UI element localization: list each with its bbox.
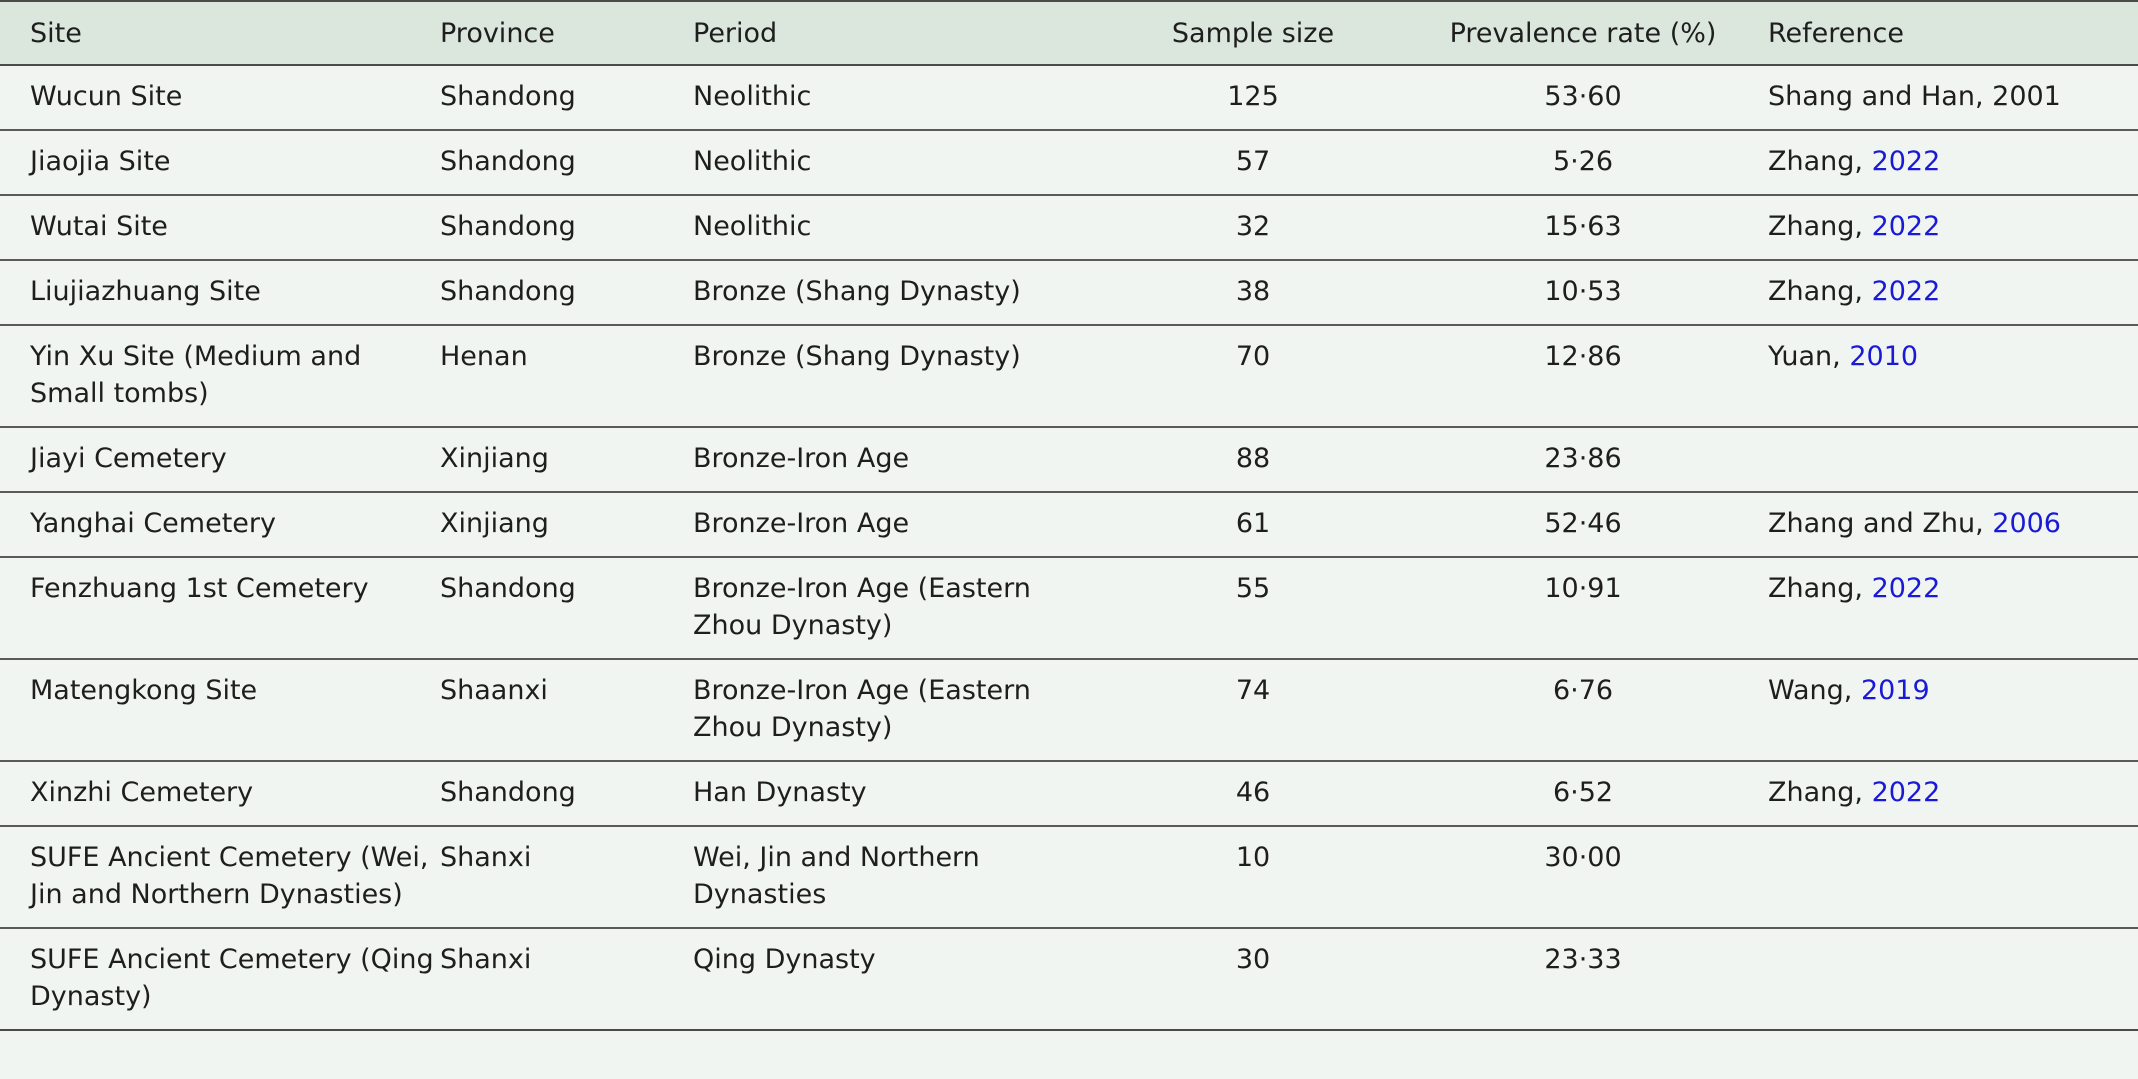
reference-author: Zhang, bbox=[1768, 276, 1872, 307]
period-cell: Qing Dynasty bbox=[693, 928, 1108, 1030]
period-cell: Neolithic bbox=[693, 195, 1108, 260]
prevalence-rate-cell: 23·33 bbox=[1398, 928, 1768, 1030]
site-cell: Jiayi Cemetery bbox=[0, 427, 440, 492]
prevalence-rate-cell: 6·52 bbox=[1398, 761, 1768, 826]
site-cell: Jiaojia Site bbox=[0, 130, 440, 195]
table-row bbox=[0, 826, 2138, 928]
reference-cell bbox=[1768, 260, 2138, 325]
sample-size-cell: 32 bbox=[1108, 195, 1398, 260]
table-body bbox=[0, 65, 2138, 1030]
prevalence-rate-cell: 10·91 bbox=[1398, 557, 1768, 659]
reference-author: Zhang, bbox=[1768, 211, 1872, 242]
reference-author: Zhang, bbox=[1768, 777, 1872, 808]
prevalence-rate-cell: 53·60 bbox=[1398, 65, 1768, 130]
table-row bbox=[0, 130, 2138, 195]
reference-author: Zhang, bbox=[1768, 146, 1872, 177]
sample-size-cell: 46 bbox=[1108, 761, 1398, 826]
reference-cell bbox=[1768, 826, 2138, 928]
header-province: Province bbox=[440, 1, 693, 65]
province-cell: Shaanxi bbox=[440, 659, 693, 761]
site-cell: Matengkong Site bbox=[0, 659, 440, 761]
site-cell: Fenzhuang 1st Cemetery bbox=[0, 557, 440, 659]
table-row bbox=[0, 260, 2138, 325]
reference-year-link[interactable]: 2010 bbox=[1849, 341, 1919, 372]
province-cell: Shanxi bbox=[440, 826, 693, 928]
sample-size-cell: 70 bbox=[1108, 325, 1398, 427]
reference-cell bbox=[1768, 928, 2138, 1030]
site-cell: SUFE Ancient Cemetery (Qing Dynasty) bbox=[0, 928, 440, 1030]
header-row bbox=[0, 1, 2138, 65]
reference-year-link[interactable]: 2022 bbox=[1871, 146, 1941, 177]
reference-year-link[interactable]: 2022 bbox=[1871, 211, 1941, 242]
province-cell: Shandong bbox=[440, 761, 693, 826]
table-header bbox=[0, 1, 2138, 65]
prevalence-rate-cell: 23·86 bbox=[1398, 427, 1768, 492]
province-cell: Shanxi bbox=[440, 928, 693, 1030]
prevalence-rate-cell: 10·53 bbox=[1398, 260, 1768, 325]
reference-year-link[interactable]: 2006 bbox=[1992, 508, 2061, 539]
header-period: Period bbox=[693, 1, 1108, 65]
reference-cell bbox=[1768, 65, 2138, 130]
sample-size-cell: 61 bbox=[1108, 492, 1398, 557]
period-cell: Wei, Jin and Northern Dynasties bbox=[693, 826, 1108, 928]
reference-cell bbox=[1768, 427, 2138, 492]
province-cell: Shandong bbox=[440, 195, 693, 260]
period-cell: Bronze-Iron Age (Eastern Zhou Dynasty) bbox=[693, 557, 1108, 659]
table-row bbox=[0, 557, 2138, 659]
period-cell: Bronze (Shang Dynasty) bbox=[693, 325, 1108, 427]
table-row bbox=[0, 659, 2138, 761]
sample-size-cell: 55 bbox=[1108, 557, 1398, 659]
province-cell: Henan bbox=[440, 325, 693, 427]
reference-author: Yuan, bbox=[1768, 341, 1850, 372]
header-site: Site bbox=[0, 1, 440, 65]
sample-size-cell: 57 bbox=[1108, 130, 1398, 195]
reference-year-link[interactable]: 2022 bbox=[1871, 573, 1941, 604]
reference-author: Zhang and Zhu, bbox=[1768, 508, 1993, 539]
site-cell: Yin Xu Site (Medium and Small tombs) bbox=[0, 325, 440, 427]
reference-cell bbox=[1768, 195, 2138, 260]
header-sample-size: Sample size bbox=[1108, 1, 1398, 65]
reference-cell bbox=[1768, 130, 2138, 195]
sample-size-cell: 88 bbox=[1108, 427, 1398, 492]
site-cell: Xinzhi Cemetery bbox=[0, 761, 440, 826]
province-cell: Shandong bbox=[440, 557, 693, 659]
period-cell: Bronze-Iron Age bbox=[693, 492, 1108, 557]
reference-year-link[interactable]: 2022 bbox=[1871, 276, 1941, 307]
sample-size-cell: 38 bbox=[1108, 260, 1398, 325]
sample-size-cell: 10 bbox=[1108, 826, 1398, 928]
period-cell: Bronze-Iron Age (Eastern Zhou Dynasty) bbox=[693, 659, 1108, 761]
table-row bbox=[0, 427, 2138, 492]
prevalence-rate-cell: 6·76 bbox=[1398, 659, 1768, 761]
prevalence-rate-cell: 15·63 bbox=[1398, 195, 1768, 260]
reference-cell bbox=[1768, 325, 2138, 427]
sample-size-cell: 30 bbox=[1108, 928, 1398, 1030]
reference-year-link[interactable]: 2019 bbox=[1860, 675, 1930, 706]
reference-cell bbox=[1768, 492, 2138, 557]
table-row bbox=[0, 65, 2138, 130]
period-cell: Neolithic bbox=[693, 130, 1108, 195]
province-cell: Xinjiang bbox=[440, 427, 693, 492]
site-cell: SUFE Ancient Cemetery (Wei, Jin and Northern Dynasties) bbox=[0, 826, 440, 928]
period-cell: Han Dynasty bbox=[693, 761, 1108, 826]
reference-cell bbox=[1768, 761, 2138, 826]
province-cell: Shandong bbox=[440, 260, 693, 325]
prevalence-rate-cell: 30·00 bbox=[1398, 826, 1768, 928]
reference-author: Zhang, bbox=[1768, 573, 1872, 604]
reference-year-link[interactable]: 2022 bbox=[1871, 777, 1941, 808]
sample-size-cell: 125 bbox=[1108, 65, 1398, 130]
prevalence-rate-cell: 52·46 bbox=[1398, 492, 1768, 557]
reference-cell bbox=[1768, 557, 2138, 659]
prevalence-rate-cell: 5·26 bbox=[1398, 130, 1768, 195]
period-cell: Neolithic bbox=[693, 65, 1108, 130]
reference-author: Wang, bbox=[1768, 675, 1861, 706]
header-prevalence-rate: Prevalence rate (%) bbox=[1398, 1, 1768, 65]
province-cell: Shandong bbox=[440, 130, 693, 195]
period-cell: Bronze-Iron Age bbox=[693, 427, 1108, 492]
table-row bbox=[0, 928, 2138, 1030]
sample-size-cell: 74 bbox=[1108, 659, 1398, 761]
reference-cell bbox=[1768, 659, 2138, 761]
site-cell: Liujiazhuang Site bbox=[0, 260, 440, 325]
site-cell: Wutai Site bbox=[0, 195, 440, 260]
table-row bbox=[0, 492, 2138, 557]
province-cell: Xinjiang bbox=[440, 492, 693, 557]
site-cell: Yanghai Cemetery bbox=[0, 492, 440, 557]
prevalence-rate-cell: 12·86 bbox=[1398, 325, 1768, 427]
reference-author: Shang and Han, 2001 bbox=[1768, 81, 2061, 112]
table-row bbox=[0, 761, 2138, 826]
table-row bbox=[0, 325, 2138, 427]
period-cell: Bronze (Shang Dynasty) bbox=[693, 260, 1108, 325]
header-reference: Reference bbox=[1768, 1, 2138, 65]
site-cell: Wucun Site bbox=[0, 65, 440, 130]
province-cell: Shandong bbox=[440, 65, 693, 130]
table-row bbox=[0, 195, 2138, 260]
